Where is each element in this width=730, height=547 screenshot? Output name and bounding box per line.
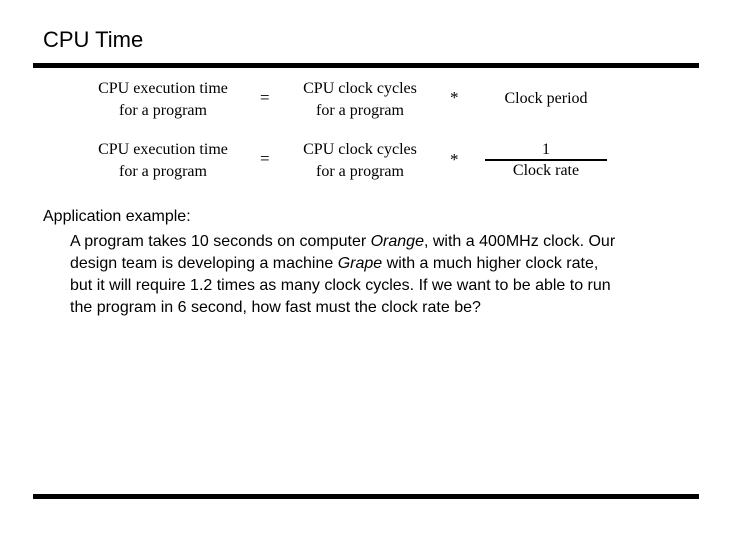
eq2-lhs	[84, 139, 242, 183]
example-line-2	[70, 253, 700, 275]
eq2-rhs1-line2: for a program	[316, 163, 404, 180]
computer-name-orange: Orange	[370, 233, 424, 250]
eq2-frac-numerator: 1	[542, 141, 550, 158]
example-line-1b: , with a 400MHz clock. Our	[423, 233, 616, 250]
eq2-rhs1	[290, 139, 430, 183]
eq1-lhs-line2: for a program	[119, 102, 207, 119]
example-line-3: but it will require 1.2 times as many clock cycles. If we want to be able to run	[70, 277, 611, 294]
example-line-1	[70, 231, 700, 253]
example-body	[70, 231, 700, 319]
eq2-times: *	[450, 150, 459, 169]
eq2-lhs-line2: for a program	[119, 163, 207, 180]
eq1-clock-period: Clock period	[504, 90, 588, 107]
example-line-1a: A program takes 10 seconds on computer	[70, 233, 371, 250]
machine-name-grape: Grape	[337, 255, 383, 272]
bottom-rule	[33, 494, 699, 499]
example-heading: Application example:	[43, 208, 191, 225]
eq1-rhs1-line2: for a program	[316, 102, 404, 119]
eq2-equals: =	[260, 149, 270, 168]
eq1-times: *	[450, 88, 459, 107]
eq1-equals: =	[260, 88, 270, 107]
eq1-rhs1-line1: CPU clock cycles	[303, 80, 417, 97]
example-line-2a: design team is developing a machine	[70, 255, 338, 272]
eq1-rhs1	[290, 78, 430, 122]
example-line-2b: with a much higher clock rate,	[382, 255, 599, 272]
eq2-rhs1-line1: CPU clock cycles	[303, 141, 417, 158]
eq2-lhs-line1: CPU execution time	[98, 141, 228, 158]
top-rule	[33, 63, 699, 68]
eq2-frac-denominator: Clock rate	[512, 162, 580, 179]
eq1-lhs-line1: CPU execution time	[98, 80, 228, 97]
eq1-lhs	[84, 78, 242, 122]
example-line-4: the program in 6 second, how fast must the clock rate be?	[70, 299, 481, 316]
slide-title: CPU Time	[43, 27, 144, 52]
